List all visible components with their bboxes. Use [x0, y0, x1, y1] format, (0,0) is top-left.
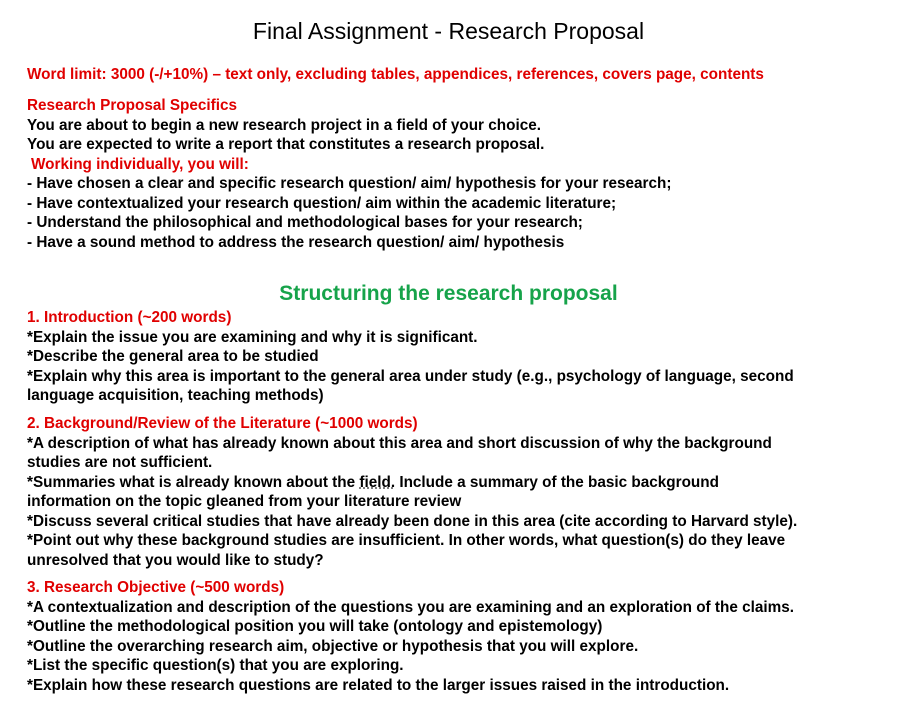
specifics-bullet: - Understand the philosophical and methodological bases for your research;: [27, 214, 583, 231]
section-line-with-field: [27, 473, 887, 493]
section-heading: 2. Background/Review of the Literature (~1000 words): [27, 415, 418, 432]
section-introduction: [27, 308, 887, 406]
specifics-bullet: - Have a sound method to address the research question/ aim/ hypothesis: [27, 233, 565, 251]
word-limit-note: Word limit: 3000 (-/+10%) – text only, excluding tables, appendices, references, covers page, contents: [27, 66, 764, 83]
section-line: language acquisition, teaching methods): [27, 387, 324, 404]
specifics-heading: Research Proposal Specifics: [27, 97, 238, 114]
section-line: *A description of what has already known about this area and short discussion of why the background: [27, 434, 772, 452]
section-heading: 1. Introduction (~200 words): [27, 309, 232, 326]
section-line-part: *Summaries what is already known about the: [27, 473, 360, 491]
structuring-heading: Structuring the research proposal: [279, 282, 618, 305]
individual-heading: Working individually, you will:: [31, 155, 249, 173]
section-line: studies are not sufficient.: [27, 454, 213, 471]
specifics-bullet: - Have contextualized your research question/ aim within the academic literature;: [27, 194, 617, 212]
specifics-block: [27, 96, 887, 252]
section-line: *Point out why these background studies are insufficient. In other words, what question(s) do they leave: [27, 532, 786, 549]
section-line-part: Include a summary of the basic background: [395, 473, 719, 491]
specifics-line: You are about to begin a new research project in a field of your choice.: [27, 116, 541, 134]
section-line: *Outline the overarching research aim, objective or hypothesis that you will explore.: [27, 637, 639, 655]
section-line: *Explain the issue you are examining and why it is significant.: [27, 328, 478, 346]
section-line: *Explain how these research questions are related to the larger issues raised in the introduction.: [27, 676, 730, 694]
section-line: *Explain why this area is important to the general area under study (e.g., psychology of language, second: [27, 367, 794, 385]
section-line: unresolved that you would like to study?: [27, 551, 324, 569]
specifics-line: You are expected to write a report that constitutes a research proposal.: [27, 136, 545, 153]
spellcheck-word: field.: [359, 473, 396, 491]
page-title: Final Assignment - Research Proposal: [252, 18, 645, 44]
section-line: *Outline the methodological position you will take (ontology and epistemology): [27, 618, 603, 635]
section-line: information on the topic gleaned from your literature review: [27, 493, 462, 510]
section-heading: 3. Research Objective (~500 words): [27, 579, 285, 596]
section-line: *Discuss several critical studies that have already been done in this area (cite according to Harvard style).: [27, 512, 798, 530]
section-line: *List the specific question(s) that you are exploring.: [27, 657, 404, 674]
section-literature-review: [27, 414, 887, 570]
section-research-objective: [27, 578, 887, 695]
section-line: *Describe the general area to be studied: [27, 348, 319, 365]
specifics-bullet: - Have chosen a clear and specific research question/ aim/ hypothesis for your research;: [27, 175, 672, 192]
section-line: *A contextualization and description of the questions you are examining and an exploration of the claims.: [27, 598, 794, 616]
